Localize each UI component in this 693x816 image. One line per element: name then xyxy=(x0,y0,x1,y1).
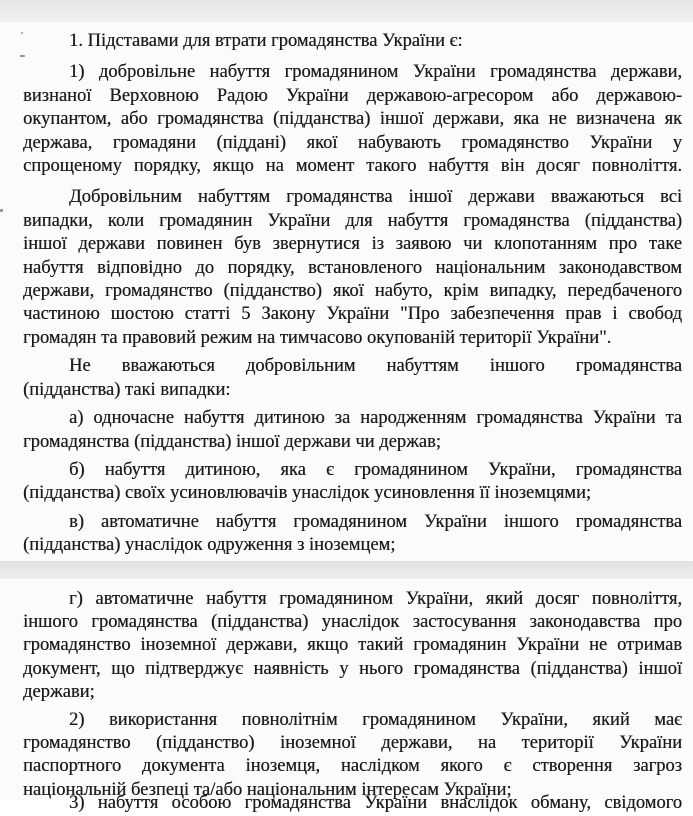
paragraph-exception-b xyxy=(23,459,682,506)
paragraph-item-2 xyxy=(23,709,682,803)
scan-speck xyxy=(0,209,3,212)
paragraph-clause-intro xyxy=(23,30,682,53)
text-line: 3) набуття особою громадянства України внаслідок обману, свідомого xyxy=(69,793,682,814)
paragraph-def-voluntary xyxy=(23,186,682,350)
scan-speck xyxy=(21,32,23,34)
text-line: випадки, коли громадянин України для набуття громадянства (підданства) xyxy=(23,210,682,231)
text-line: а) одночасне набуття дитиною за народженням громадянства України та xyxy=(69,408,682,429)
text-line: держави; xyxy=(23,682,95,703)
text-line: частиною шостою статті 5 Закону України "Про забезпечення прав і свобод xyxy=(23,304,682,325)
text-line: б) набуття дитиною, яка є громадянином України, громадянства xyxy=(69,459,682,480)
text-line: спрощеному порядку, якщо на момент такого набуття він досяг повноліття. xyxy=(23,156,682,177)
scan-artifact-band-top xyxy=(0,0,693,22)
scan-artifact-band-middle xyxy=(0,561,693,579)
text-line: 1. Підставами для втрати громадянства України є: xyxy=(69,31,463,51)
text-line: (підданства) унаслідок одруження з іноземцем; xyxy=(23,535,396,556)
paragraph-exceptions-intro xyxy=(23,355,682,402)
paragraph-exception-v xyxy=(23,511,682,558)
text-line: документ, що підтверджує наявність у нього громадянства (підданства) іншої xyxy=(23,658,682,679)
text-line: іншої держави повинен був звернутися із заявою чи клопотанням про таке xyxy=(23,234,682,255)
text-line: громадянство (підданство) іноземної держави, на території України xyxy=(23,732,682,753)
scan-speck xyxy=(20,55,25,57)
text-line: (підданства) своїх усиновлювачів унаслідок усиновлення її іноземцями; xyxy=(23,483,592,504)
document-text-body xyxy=(0,22,693,816)
text-line: 2) використання повнолітнім громадянином України, який має xyxy=(69,709,682,730)
text-line: набуття відповідно до порядку, встановленого національним законодавством xyxy=(23,257,682,278)
text-line: громадян та правовий режим на тимчасово окупованій території України". xyxy=(23,327,612,348)
text-line: держави, громадянство (підданство) якої набуто, крім випадку, передбаченого xyxy=(23,281,682,302)
text-line: Не вважаються добровільним набуттям іншого громадянства xyxy=(69,356,682,377)
text-line: (підданства) такі випадки: xyxy=(23,379,231,400)
text-line: держава, громадяни (піддані) якої набувають громадянство України у xyxy=(23,132,682,153)
paragraph-item-3-clipped xyxy=(23,792,682,815)
text-line: в) автоматичне набуття громадянином України іншого громадянства xyxy=(69,511,682,532)
text-line: іншого громадянства (підданства) унаслідок застосування законодавства про xyxy=(23,611,682,632)
text-line: окупантом, або громадянства (підданства) іншої держави, яка не визначена як xyxy=(23,109,682,130)
paragraph-exception-g xyxy=(23,588,682,705)
text-line: національній безпеці та/або національним інтересам України; xyxy=(23,779,512,800)
text-line: паспортного документа іноземця, наслідком якого є створення загроз xyxy=(23,756,682,777)
paragraph-item-1 xyxy=(23,61,682,178)
paragraph-exception-a xyxy=(23,407,682,454)
text-line: Добровільним набуттям громадянства іншої держави вважаються всі xyxy=(69,187,682,208)
text-line: г) автоматичне набуття громадянином України, який досяг повноліття, xyxy=(69,588,682,609)
text-line: громадянства (підданства) іншої держави чи держав; xyxy=(23,431,441,452)
text-line: 1) добровільне набуття громадянином України громадянства держави, xyxy=(69,62,682,83)
text-line: визнаної Верховною Радою України державою-агресором або державою- xyxy=(23,85,682,106)
text-line: громадянство іноземної держави, якщо такий громадянин України не отримав xyxy=(23,635,682,656)
